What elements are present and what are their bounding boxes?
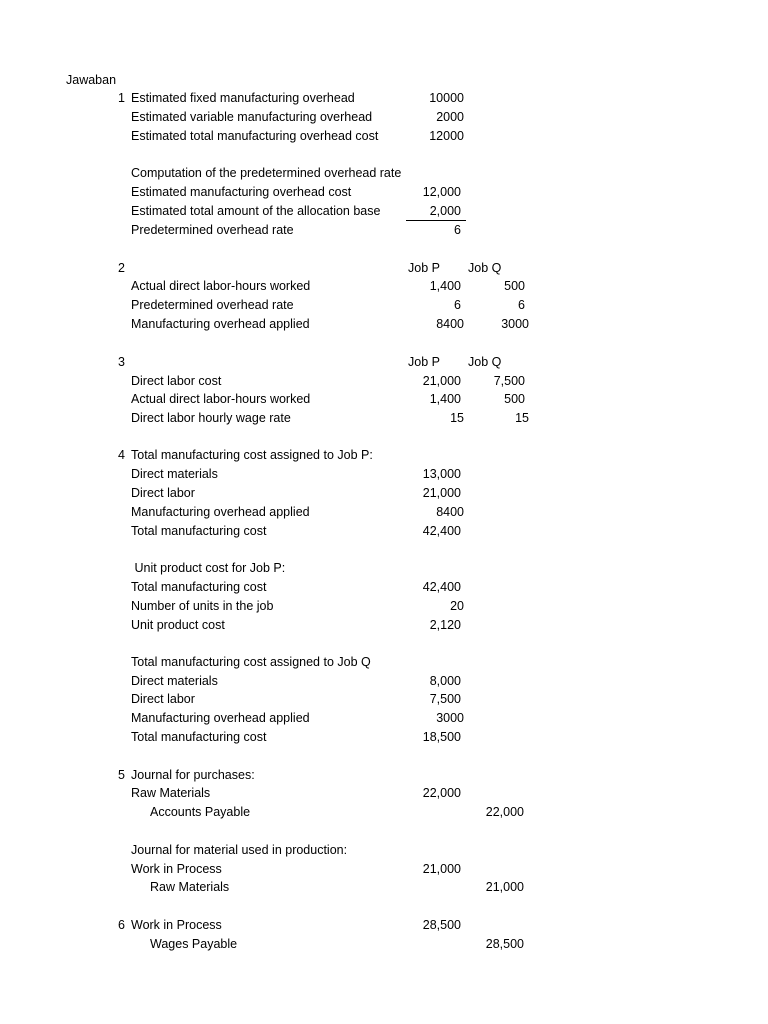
s2-job-p-value: 8400: [436, 317, 464, 331]
s3-job-p-value: 1,400: [429, 392, 461, 406]
s2-row-label: Predetermined overhead rate: [131, 298, 294, 312]
job-q-cost-heading: Total manufacturing cost assigned to Job Q: [131, 655, 371, 669]
s1-row-value: 10000: [429, 91, 464, 105]
journal-credit-account: Raw Materials: [150, 880, 230, 894]
job-p-cost-heading: Total manufacturing cost assigned to Job P:: [131, 448, 373, 462]
s4-q-value: 18,500: [422, 730, 461, 744]
s4-unit-value: 2,120: [429, 618, 461, 632]
s3-job-p-value: 21,000: [422, 374, 461, 388]
journal-credit-account: Accounts Payable: [150, 805, 251, 819]
s1-row-label: Estimated total manufacturing overhead cost: [131, 129, 379, 143]
s4-p-value: 13,000: [422, 467, 461, 481]
s1-comp-value: 12,000: [422, 185, 461, 199]
s1-comp-label: Predetermined overhead rate: [131, 223, 294, 237]
section-5-number: 5: [118, 768, 125, 782]
s2-job-p-value: 1,400: [429, 279, 461, 293]
s2-job-p-value: 6: [454, 298, 461, 312]
journal-debit-account: Work in Process: [131, 918, 222, 932]
s4-unit-value: 42,400: [422, 580, 461, 594]
s3-row-label: Direct labor cost: [131, 374, 222, 388]
purchases-journal-heading: Journal for purchases:: [131, 768, 255, 782]
journal-debit-amount: 21,000: [422, 862, 461, 876]
s2-row-label: Manufacturing overhead applied: [131, 317, 310, 331]
s4-q-label: Manufacturing overhead applied: [131, 711, 310, 725]
section-4-number: 4: [118, 448, 125, 462]
s4-q-value: 3000: [436, 711, 464, 725]
s1-row-value: 2000: [436, 110, 464, 124]
s4-q-label: Direct labor: [131, 692, 195, 706]
s4-q-label: Direct materials: [131, 674, 218, 688]
s4-unit-label: Unit product cost: [131, 618, 225, 632]
journal-credit-amount: 21,000: [485, 880, 524, 894]
journal-credit-amount: 28,500: [485, 937, 524, 951]
s3-job-q-value: 500: [504, 392, 525, 406]
col-header-job-q: Job Q: [468, 355, 502, 369]
s3-job-q-value: 15: [515, 411, 529, 425]
s4-p-label: Total manufacturing cost: [131, 524, 267, 538]
s3-row-label: Direct labor hourly wage rate: [131, 411, 291, 425]
s2-job-q-value: 500: [504, 279, 525, 293]
section-3-number: 3: [118, 355, 125, 369]
s4-p-value: 8400: [436, 505, 464, 519]
s4-unit-label: Number of units in the job: [131, 599, 274, 613]
s3-job-q-value: 7,500: [493, 374, 525, 388]
s1-row-label: Estimated fixed manufacturing overhead: [131, 91, 355, 105]
unit-product-cost-heading: Unit product cost for Job P:: [131, 561, 286, 575]
col-header-job-p: Job P: [408, 261, 440, 275]
s2-row-label: Actual direct labor-hours worked: [131, 279, 311, 293]
s4-q-value: 8,000: [429, 674, 461, 688]
journal-debit-account: Raw Materials: [131, 786, 211, 800]
s4-q-value: 7,500: [429, 692, 461, 706]
section-1-number: 1: [118, 91, 125, 105]
col-header-job-q: Job Q: [468, 261, 502, 275]
s3-row-label: Actual direct labor-hours worked: [131, 392, 311, 406]
material-used-journal-heading: Journal for material used in production:: [131, 843, 348, 857]
journal-debit-amount: 22,000: [422, 786, 461, 800]
section-2-number: 2: [118, 261, 125, 275]
s4-p-label: Direct labor: [131, 486, 195, 500]
journal-debit-account: Work in Process: [131, 862, 222, 876]
s3-job-p-value: 15: [450, 411, 464, 425]
s4-q-label: Total manufacturing cost: [131, 730, 267, 744]
overhead-rate-computation-heading: Computation of the predetermined overhead rate: [131, 166, 402, 180]
s4-p-value: 42,400: [422, 524, 461, 538]
s1-comp-value: 2,000: [429, 204, 461, 218]
s1-comp-label: Estimated manufacturing overhead cost: [131, 185, 352, 199]
division-line: [406, 220, 466, 221]
journal-debit-amount: 28,500: [422, 918, 461, 932]
s1-row-label: Estimated variable manufacturing overhead: [131, 110, 373, 124]
s1-row-value: 12000: [429, 129, 464, 143]
page-title: Jawaban: [66, 73, 117, 87]
col-header-job-p: Job P: [408, 355, 440, 369]
s4-p-label: Manufacturing overhead applied: [131, 505, 310, 519]
s4-unit-label: Total manufacturing cost: [131, 580, 267, 594]
s2-job-q-value: 6: [518, 298, 525, 312]
s1-comp-label: Estimated total amount of the allocation base: [131, 204, 381, 218]
section-6-number: 6: [118, 918, 125, 932]
s1-comp-value: 6: [454, 223, 461, 237]
s4-unit-value: 20: [450, 599, 464, 613]
s2-job-q-value: 3000: [501, 317, 529, 331]
s4-p-value: 21,000: [422, 486, 461, 500]
s4-p-label: Direct materials: [131, 467, 218, 481]
journal-credit-amount: 22,000: [485, 805, 524, 819]
journal-credit-account: Wages Payable: [150, 937, 238, 951]
